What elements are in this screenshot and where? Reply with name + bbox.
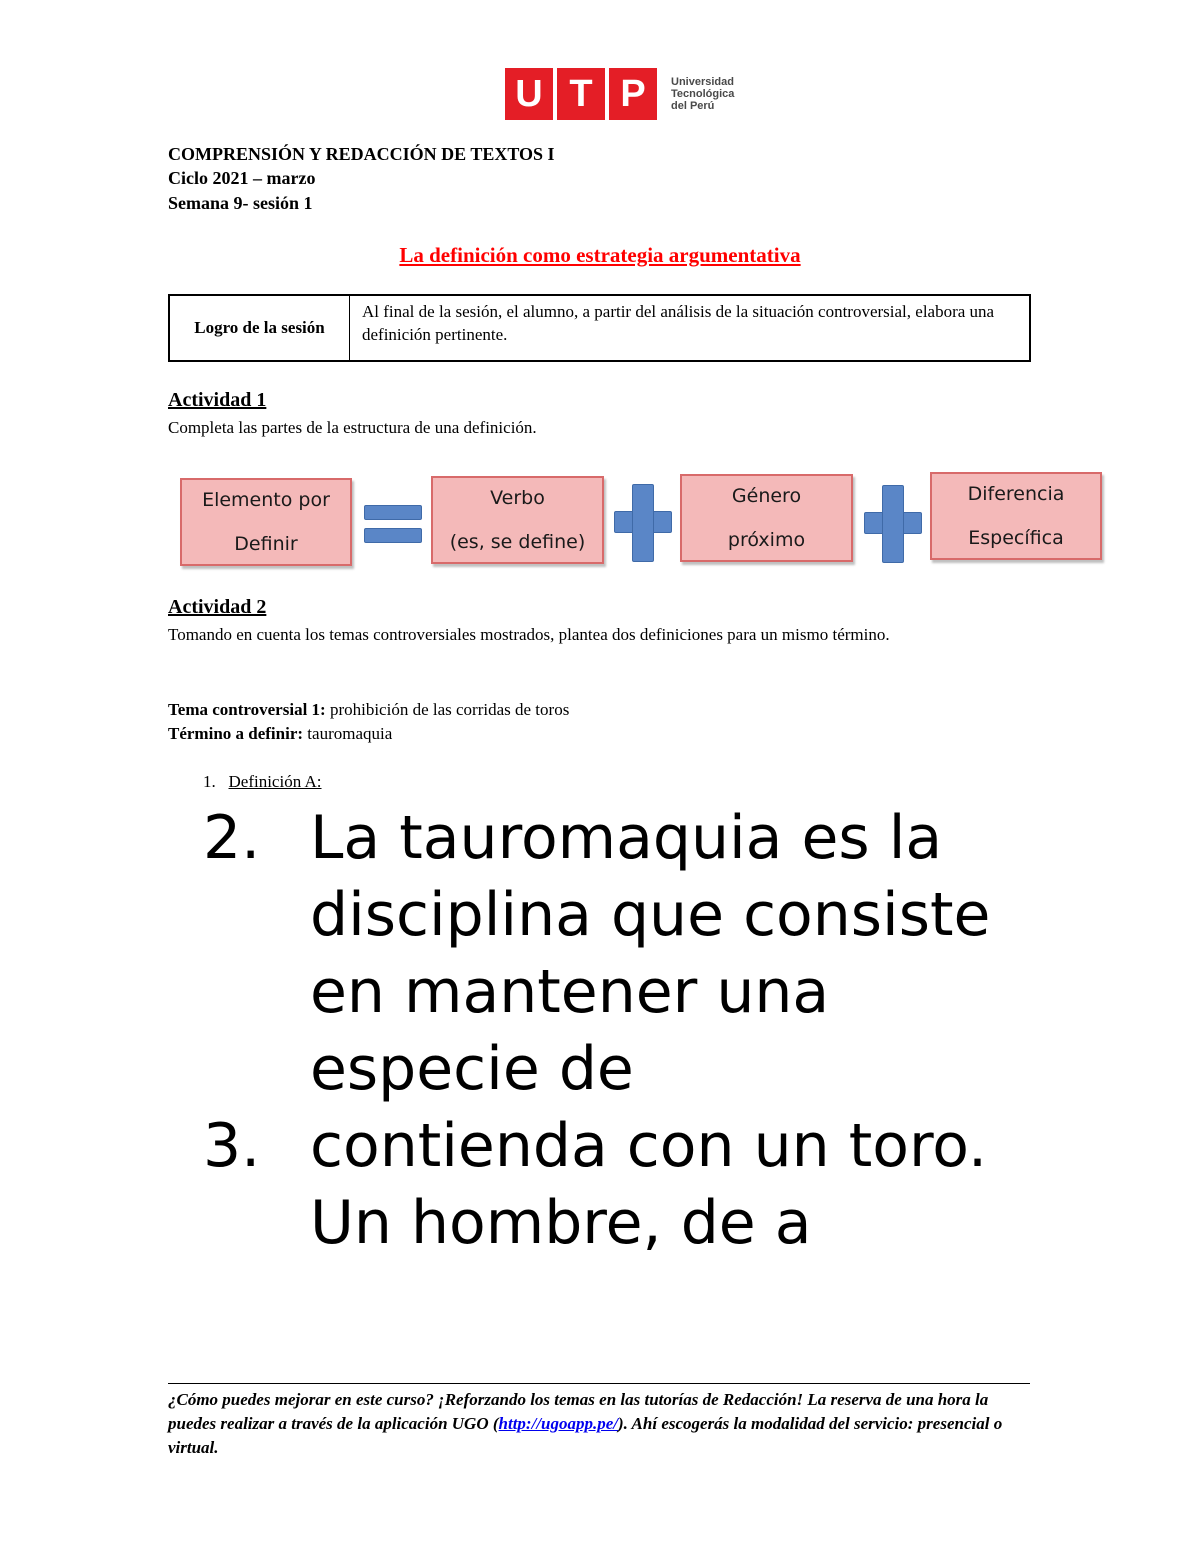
logo-text: Universidad Tecnológica del Perú [671,76,735,112]
achievement-label: Logro de la sesión [170,296,350,360]
term-to-define [168,721,1028,747]
activity-2-instruction: Tomando en cuenta los temas controversiales mostrados, plantea dos definiciones para un mismo término. [168,625,890,644]
box-elemento-por-definir: Elemento por Definir [180,478,352,566]
definition-answer [203,800,1063,1262]
footer-divider [168,1383,1030,1384]
activity-1-heading: Actividad 1 [168,389,267,411]
week-line: Semana 9- sesión 1 [168,193,313,213]
controversial-topic [168,697,1028,723]
topic-label: Tema controversial 1: [168,700,326,719]
definition-a-label: Definición A: [228,772,322,791]
definition-a [203,772,322,792]
logo-letter-t: T [557,68,605,120]
logo-letter-u: U [505,68,553,120]
list-item: 3. contienda con un toro. Un hombre, de a [203,1111,988,1258]
page-title: La definición como estrategia argumentativa [399,243,801,267]
ugo-link[interactable]: http://ugoapp.pe/ [498,1414,619,1433]
term-label: Término a definir: [168,724,304,743]
activity-2-heading: Actividad 2 [168,596,267,618]
plus-icon [864,485,920,561]
footer-note: ¿Cómo puedes mejorar en este curso? ¡Reforzando los temas en las tutorías de Redacción! La reserva de una hora la puedes realizar a través de la aplicación UGO (http://ugoapp.pe/). Ahí escogerás la modalidad del servicio: presencial o virtual. [168,1390,1003,1457]
box-diferencia-especifica: Diferencia Específica [930,472,1102,560]
course-title: COMPRENSIÓN Y REDACCIÓN DE TEXTOS I [168,144,555,164]
box-genero-proximo: Género próximo [680,474,853,562]
achievement-table [168,294,1031,362]
cycle-line: Ciclo 2021 – marzo [168,168,316,188]
box-verbo: Verbo (es, se define) [431,476,604,564]
definition-a-number: 1. [203,772,216,791]
term-value: tauromaquia [303,724,393,743]
list-item: 2. La tauromaquia es la disciplina que consiste en mantener una especie de [203,803,991,1104]
plus-icon [614,484,670,560]
topic-value: prohibición de las corridas de toros [325,700,570,719]
activity-1-instruction: Completa las partes de la estructura de una definición. [168,418,537,437]
logo-letter-p: P [609,68,657,120]
achievement-text: Al final de la sesión, el alumno, a partir del análisis de la situación controversial, elabora una definición pertinente. [362,302,995,344]
utp-logo [505,68,734,120]
